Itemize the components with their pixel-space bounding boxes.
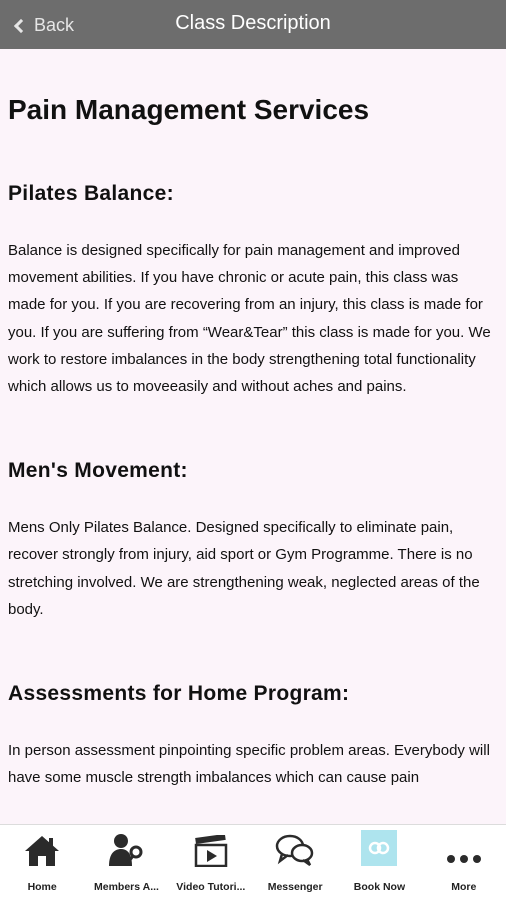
- section-heading-mens-movement: Men's Movement:: [8, 459, 188, 483]
- back-label: Back: [34, 14, 75, 35]
- section-body-assessments: In person assessment pinpointing specific problem areas. Everybody will have some muscle strength imbalances which can cause pain: [8, 742, 490, 787]
- tab-label-book-now: Book Now: [353, 881, 406, 893]
- tab-members[interactable]: [84, 825, 168, 900]
- screen-title: Class Description: [175, 12, 331, 34]
- home-icon: [24, 835, 60, 867]
- members-icon: [107, 833, 145, 867]
- section-heading-pilates-balance: Pilates Balance:: [8, 182, 174, 205]
- section-body-pilates-balance: Balance is designed specifically for pain management and improved movement abilities. If you have chronic or acute pain, this class was made for you. If you are recovering from an injury, this class is made for you. If you are suffering from “Wear&Tear” this class is made for you. We work to restore imbalances in the body strengthening total functionality which allows us to moveeasily and without aches and pains.: [8, 242, 491, 396]
- section-heading-assessments: Assessments for Home Program:: [8, 682, 350, 706]
- messenger-icon: [275, 833, 315, 867]
- class-description-content[interactable]: [0, 49, 506, 824]
- section-body-mens-movement: Mens Only Pilates Balance. Designed specifically to eliminate pain, recover strongly from injury, aid sport or Gym Programme. There is no stretching involved. We are strengthening weak, neglected areas of the body.: [8, 519, 480, 618]
- book-now-icon: [361, 830, 397, 866]
- tab-more[interactable]: [422, 825, 506, 900]
- tab-label-members: Members A...: [94, 881, 159, 893]
- more-icon: [444, 847, 484, 867]
- tab-label-video-tutorials: Video Tutori...: [176, 881, 246, 893]
- video-icon: [194, 835, 228, 867]
- tab-label-home: Home: [27, 881, 57, 893]
- tab-video-tutorials[interactable]: [169, 825, 253, 900]
- tab-label-messenger: Messenger: [267, 881, 323, 893]
- tab-messenger[interactable]: [253, 825, 337, 900]
- tab-book-now[interactable]: [337, 825, 421, 900]
- tab-home[interactable]: [0, 825, 84, 900]
- tab-bar: [0, 824, 506, 900]
- navigation-bar: [0, 0, 506, 49]
- tab-label-more: More: [451, 881, 477, 893]
- page-title: Pain Management Services: [8, 94, 370, 125]
